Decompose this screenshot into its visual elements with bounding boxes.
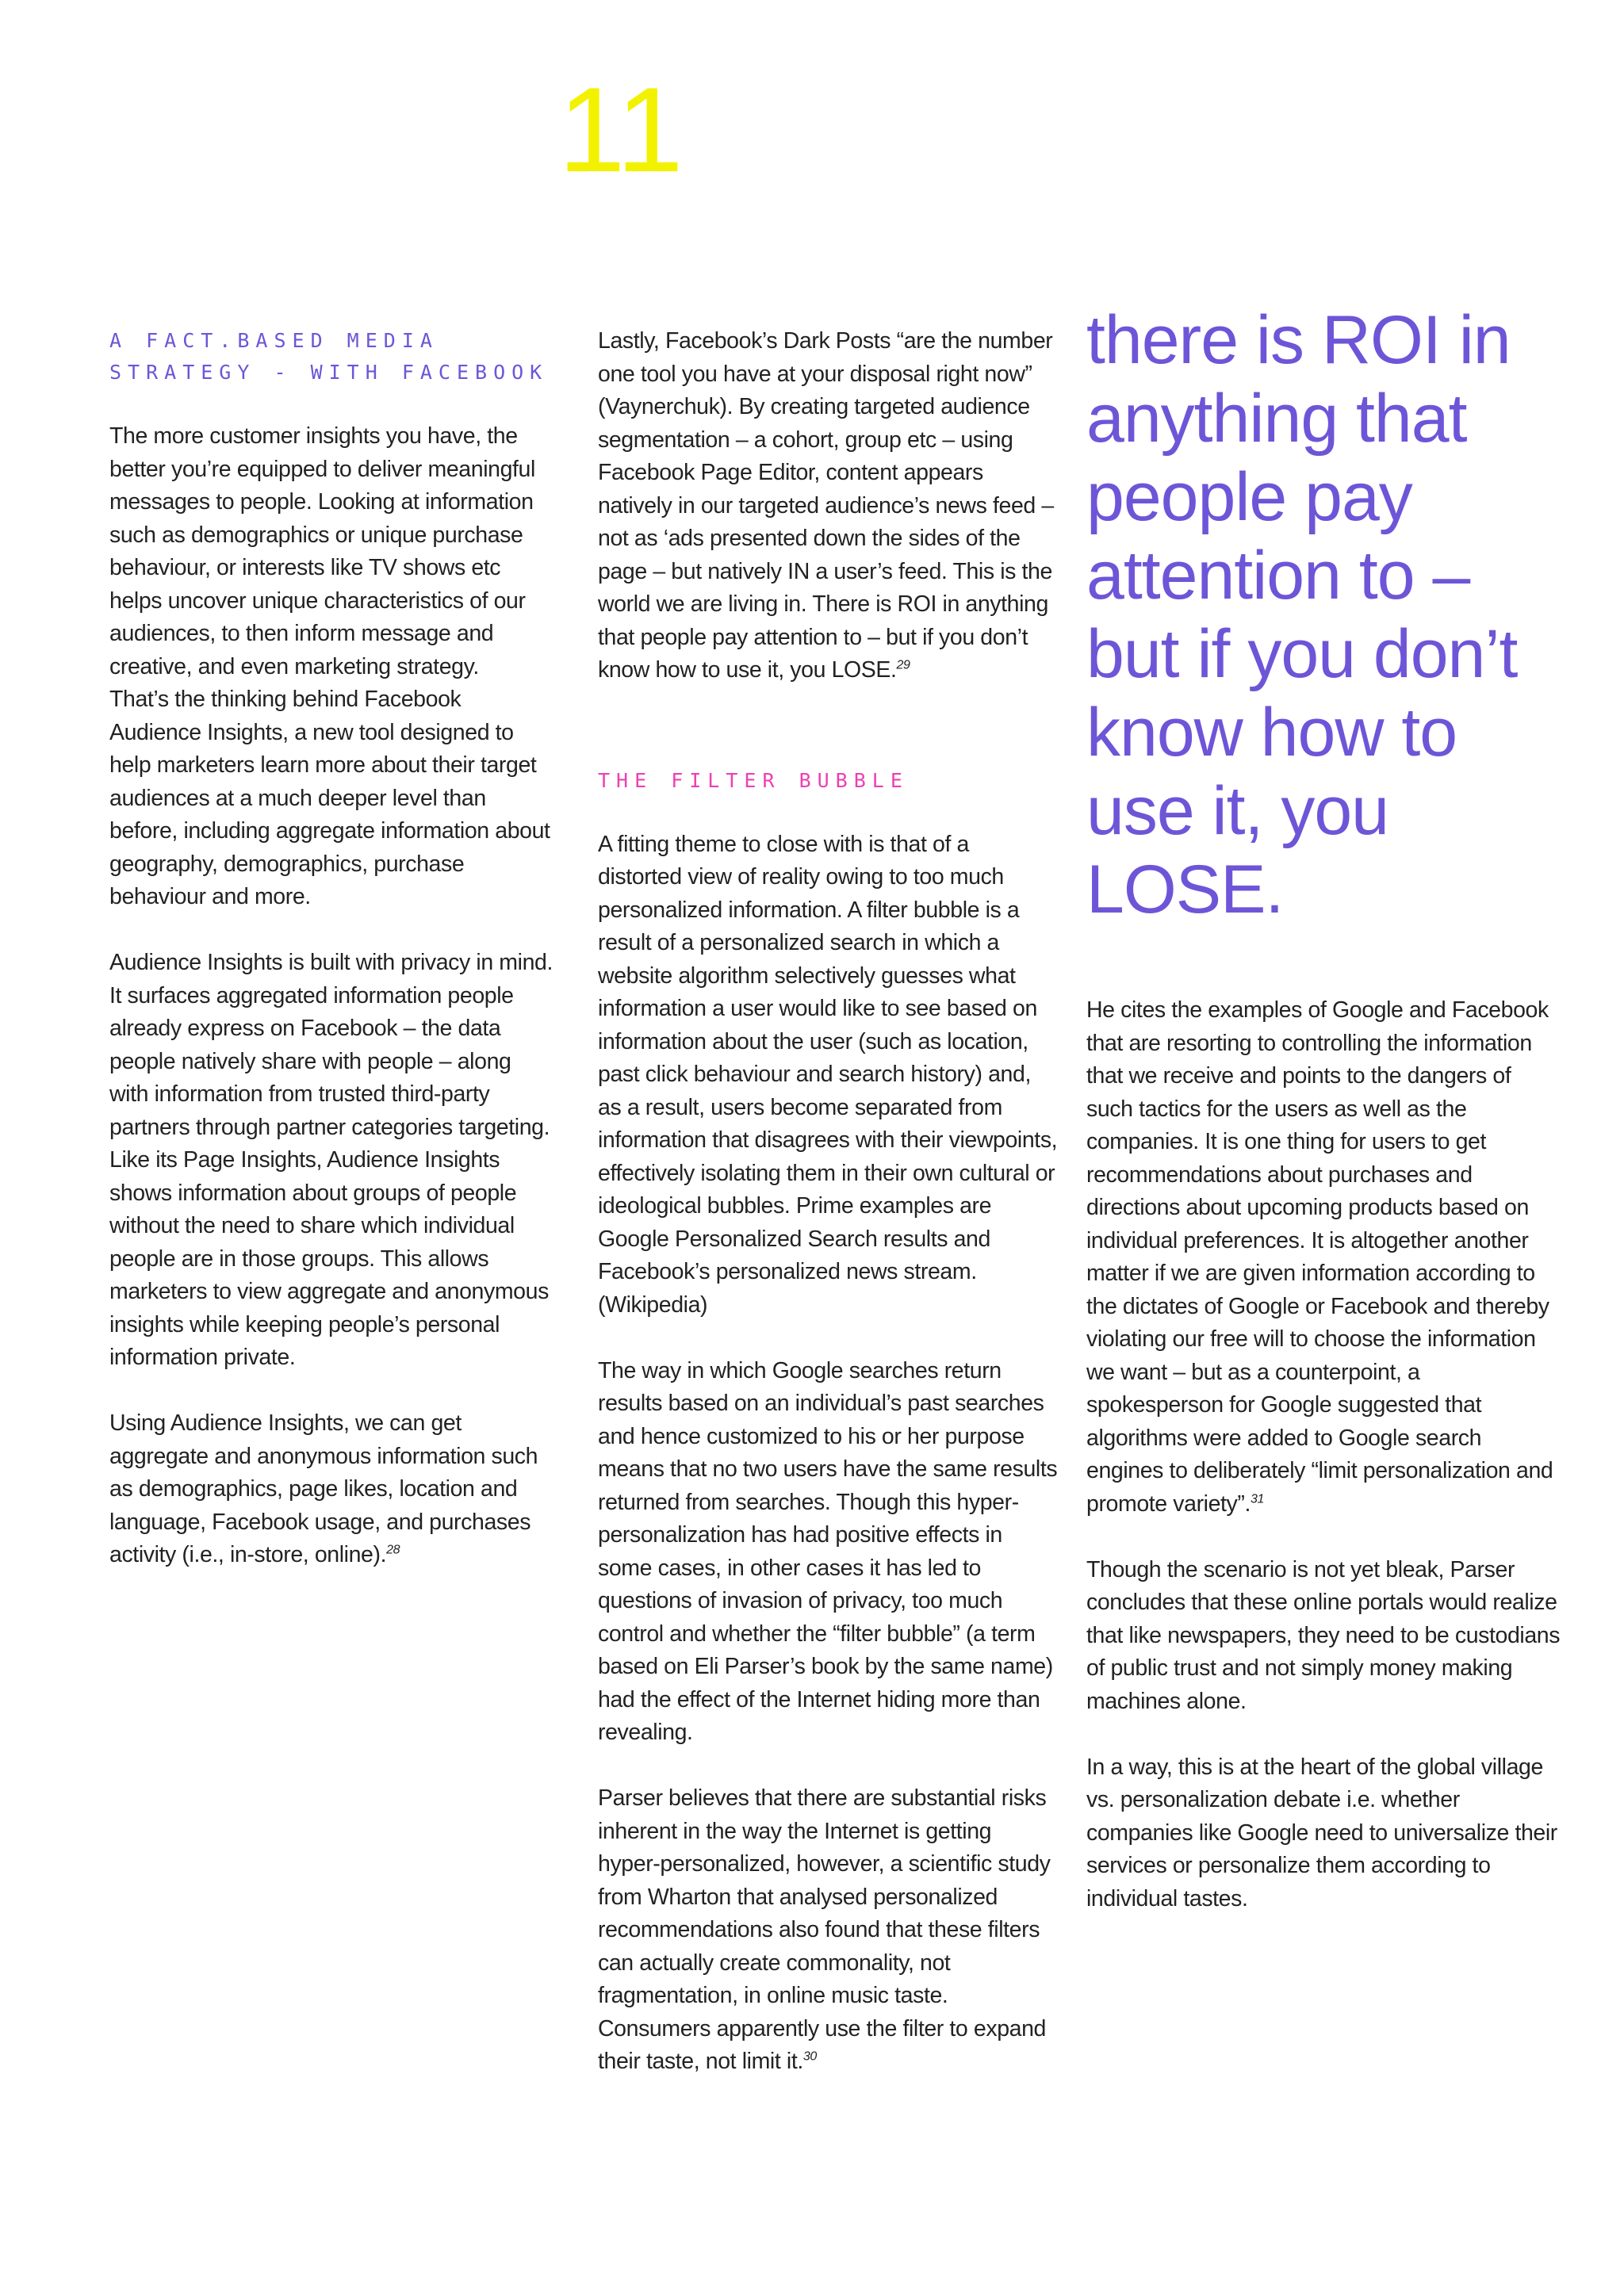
- footnote-marker: 30: [802, 2049, 817, 2064]
- paragraph: [109, 1407, 553, 1572]
- paragraph: A fitting theme to close with is that of a distorted view of reality owing to too much personalized information. A filter bubble is a result of a personalized search in which a website algorithm selectively guesses what information a user would like to see based on information about the user (such as location, past click behaviour and search history) and, as a result, users become separated from information that disagrees with their viewpoints, effectively isolating them in their own cultural or ideological bubbles. Prime examples are Google Personalized Search results and Facebook’s personalized news stream. (Wikipedia): [598, 831, 1058, 1318]
- paragraph: [598, 325, 1058, 687]
- paragraph: The way in which Google searches return results based on an individual’s past searches and hence customized to his or her purpose means that no two users have the same results returned from searches. Though this hyper-personalization has had positive effects in some cases, in other cases it has led to questions of invasion of privacy, too much control and whether the “filter bubble” (a term based on Eli Parser’s book by the same name) had the effect of the Internet hiding more than revealing.: [598, 1357, 1058, 1745]
- paragraph: Though the scenario is not yet bleak, Parser concludes that these online portals would realize that like newspapers, they need to be custodians of public trust and not simply money making machines alone.: [1086, 1556, 1561, 1714]
- paragraph-text: Lastly, Facebook’s Dark Posts “are the number one tool you have at your disposal right now” (Vaynerchuk). By creating targeted audience segmentation – a cohort, group etc – using Facebook Page Editor, content appears natively in our targeted audience’s news feed – not as ‘ads presented down the sides of the page – but natively IN a user’s feed. This is the world we are living in. There is ROI in anything that people pay attention to – but if you don’t know how to use it, you LOSE.: [598, 328, 1054, 683]
- footnote-marker: 31: [1251, 1492, 1265, 1506]
- paragraph: [1086, 994, 1562, 1521]
- paragraph: In a way, this is at the heart of the global village vs. personalization debate i.e. whether companies like Google need to universalize their services or personalize them according to individual tastes.: [1086, 1754, 1557, 1911]
- paragraph-text: Parser believes that there are substantial risks inherent in the way the Internet is getting hyper-personalized, however, a scientific study from Wharton that analysed personalized recommendations also found that these filters can actually create commonality, not fragmentation, in online music taste. Consumers apparently use the filter to expand their taste, not limit it.: [598, 1785, 1051, 2074]
- section-heading-filter-bubble: THE FILTER BUBBLE: [598, 768, 909, 792]
- column-right: [1086, 301, 1562, 1915]
- page-number: 11: [558, 63, 684, 197]
- paragraph-text: Using Audience Insights, we can get aggregate and anonymous information such as demographics, page likes, location and language, Facebook usage, and purchases activity (i.e., in-store, online).: [109, 1410, 538, 1567]
- paragraph-text: He cites the examples of Google and Facebook that are resorting to controlling the information that we receive and points to the dangers of such tactics for the users as well as the companies. It is one thing for users to get recommendations about purchases and directions about upcoming products based on individual preferences. It is altogether another matter if we are given information according to the dictates of Google or Facebook and thereby violating our free will to choose the information we want – but as a counterpoint, a spokesperson for Google suggested that algorithms were added to Google search engines to deliberately “limit personalization and promote variety”.: [1086, 997, 1553, 1517]
- pull-quote: there is ROI in anything that people pay attention to – but if you don’t know how to use it, you LOSE.: [1086, 302, 1518, 928]
- column-left: [109, 325, 553, 1572]
- paragraph: [598, 1782, 1058, 2079]
- paragraph: The more customer insights you have, the better you’re equipped to deliver meaningful messages to people. Looking at information such as demographics or unique purchase behaviour, or interests like TV shows etc helps uncover unique characteristics of our audiences, to then inform message and creative, and even marketing strategy.: [109, 423, 535, 679]
- footnote-marker: 29: [896, 658, 910, 672]
- section-heading-media-strategy: A FACT.BASED MEDIA STRATEGY - WITH FACEBOOK: [109, 329, 549, 384]
- footnote-marker: 28: [386, 1543, 400, 1557]
- paragraph: That’s the thinking behind Facebook Audience Insights, a new tool designed to help marketers learn more about their target audiences at a much deeper level than before, including aggregate information about geography, demographics, purchase behaviour and more.: [109, 687, 550, 909]
- column-middle: [598, 325, 1058, 2079]
- paragraph: Audience Insights is built with privacy in mind. It surfaces aggregated information people already express on Facebook – the data people natively share with people – along with information from trusted third-party partners through partner categories targeting. Like its Page Insights, Audience Insights shows information about groups of people without the need to share which individual people are in those groups. This allows marketers to view aggregate and anonymous insights while keeping people’s personal information private.: [109, 950, 553, 1370]
